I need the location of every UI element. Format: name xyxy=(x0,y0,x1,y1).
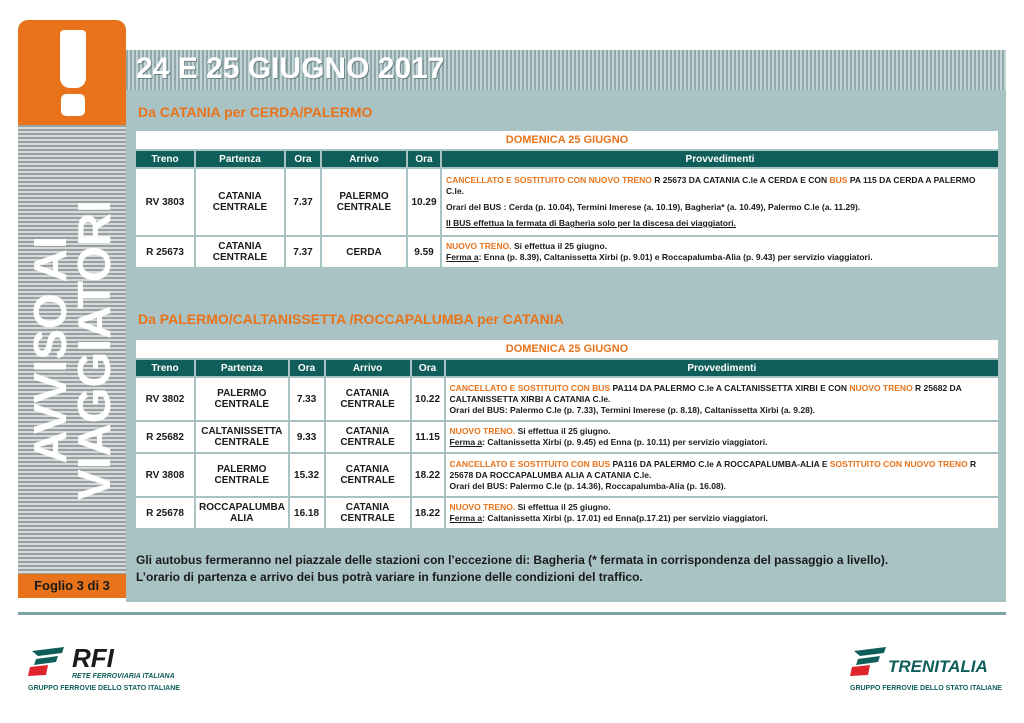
ora-partenza: 7.37 xyxy=(286,237,320,267)
vertical-text-line1: AVVISO AI xyxy=(24,236,76,464)
provvedimenti: NUOVO TRENO. Si effettua il 25 giugno. Ferma a: Enna (p. 8.39), Caltanissetta Xirbi (p. 9.01) e Roccapalumba-Alia (p. 9.43) per servizio viaggiatori. xyxy=(442,237,998,267)
treno: RV 3808 xyxy=(136,454,194,496)
fs-logo-icon xyxy=(850,645,888,677)
divider xyxy=(18,612,1006,615)
col-arrivo: Arrivo xyxy=(326,360,410,376)
arrivo: CATANIA CENTRALE xyxy=(326,454,410,496)
ora-arrivo: 11.15 xyxy=(412,422,444,452)
provvedimenti: CANCELLATO E SOSTITUITO CON BUS PA114 DA PALERMO C.le A CALTANISSETTA XIRBI E CON NUOVO TRENO R 25682 DA CALTANISSETTA XIRBI A CATANIA C.le. Orari del BUS: Palermo C.le (p. 7.33), Termini Imerese (p. 8.18), Caltanissetta Xirbi (a. 9.28). xyxy=(446,378,998,420)
table-row xyxy=(136,169,998,235)
vertical-text-line2: VIAGGIATORI xyxy=(68,200,120,500)
table-row xyxy=(136,422,998,452)
ora-arrivo: 10.22 xyxy=(412,378,444,420)
partenza: CATANIA CENTRALE xyxy=(196,237,284,267)
alert-icon-box xyxy=(18,20,126,125)
provvedimenti: NUOVO TRENO. Si effettua il 25 giugno. Ferma a: Caltanissetta Xirbi (p. 9.45) ed Enna (p. 10.11) per servizio viaggiatori. xyxy=(446,422,998,452)
rfi-group: GRUPPO FERROVIE DELLO STATO ITALIANE xyxy=(28,685,180,692)
col-partenza: Partenza xyxy=(196,151,284,167)
table-row xyxy=(136,498,998,528)
col-provvedimenti: Provvedimenti xyxy=(442,151,998,167)
trenitalia-name: TRENITALIA xyxy=(888,657,988,676)
section2-table xyxy=(134,338,1000,530)
ora-partenza: 7.33 xyxy=(290,378,324,420)
section1-day: DOMENICA 25 GIUGNO xyxy=(136,131,998,149)
provvedimenti: NUOVO TRENO. Si effettua il 25 giugno. Ferma a: Caltanissetta Xirbi (p. 17.01) ed Enna(p.17.21) per servizio viaggiatori. xyxy=(446,498,998,528)
sheet-number: Foglio 3 di 3 xyxy=(18,574,126,598)
fs-logo-icon xyxy=(28,645,66,677)
rfi-fullname: RETE FERROVIARIA ITALIANA xyxy=(72,673,175,680)
col-ora-arrivo: Ora xyxy=(412,360,444,376)
footer-note-line1: Gli autobus fermeranno nel piazzale delle stazioni con l’eccezione di: Bagheria (* fermata in corrispondenza del passaggio a livello). xyxy=(136,553,889,567)
trenitalia-logo xyxy=(850,645,1010,700)
rfi-logo xyxy=(28,645,228,700)
col-ora-arrivo: Ora xyxy=(408,151,440,167)
partenza: CALTANISSETTA CENTRALE xyxy=(196,422,288,452)
ora-arrivo: 10.29 xyxy=(408,169,440,235)
arrivo: CATANIA CENTRALE xyxy=(326,378,410,420)
arrivo: CATANIA CENTRALE xyxy=(326,498,410,528)
ora-partenza: 9.33 xyxy=(290,422,324,452)
section2-day: DOMENICA 25 GIUGNO xyxy=(136,340,998,358)
treno: R 25673 xyxy=(136,237,194,267)
partenza: PALERMO CENTRALE xyxy=(196,378,288,420)
col-arrivo: Arrivo xyxy=(322,151,406,167)
ora-partenza: 15.32 xyxy=(290,454,324,496)
ora-arrivo: 9.59 xyxy=(408,237,440,267)
sidebar xyxy=(18,20,126,598)
footer-note xyxy=(136,552,1004,586)
page-title: 24 E 25 GIUGNO 2017 xyxy=(136,52,445,85)
table-row xyxy=(136,378,998,420)
col-ora-partenza: Ora xyxy=(290,360,324,376)
vertical-banner xyxy=(18,125,126,575)
treno: R 25682 xyxy=(136,422,194,452)
provvedimenti: CANCELLATO E SOSTITUITO CON BUS PA116 DA PALERMO C.le A ROCCAPALUMBA-ALIA E SOSTITUITO CON NUOVO TRENO R 25678 DA ROCCAPALUMBA ALIA A CATANIA C.le. Orari del BUS: Palermo C.le (p. 14.36), Roccapalumba-Alia (p. 16.08). xyxy=(446,454,998,496)
partenza: CATANIA CENTRALE xyxy=(196,169,284,235)
rfi-name: RFI xyxy=(72,643,114,673)
arrivo: CERDA xyxy=(322,237,406,267)
provvedimenti: CANCELLATO E SOSTITUITO CON NUOVO TRENO R 25673 DA CATANIA C.le A CERDA E CON BUS PA 115 DA CERDA A PALERMO C.le. Orari del BUS : Cerda (p. 10.04), Termini Imerese (a. 10.19), Bagheria* (a. 10.49), Palermo C.le (a. 11.29). Il BUS effettua la fermata di Bagheria solo per la discesa dei viaggiatori. xyxy=(442,169,998,235)
col-provvedimenti: Provvedimenti xyxy=(446,360,998,376)
ora-partenza: 7.37 xyxy=(286,169,320,235)
ora-partenza: 16.18 xyxy=(290,498,324,528)
arrivo: CATANIA CENTRALE xyxy=(326,422,410,452)
col-treno: Treno xyxy=(136,151,194,167)
col-partenza: Partenza xyxy=(196,360,288,376)
arrivo: PALERMO CENTRALE xyxy=(322,169,406,235)
treno: RV 3803 xyxy=(136,169,194,235)
section1-title: Da CATANIA per CERDA/PALERMO xyxy=(138,104,373,120)
ora-arrivo: 18.22 xyxy=(412,454,444,496)
table-row xyxy=(136,454,998,496)
col-ora-partenza: Ora xyxy=(286,151,320,167)
exclamation-icon xyxy=(58,30,88,116)
treno: R 25678 xyxy=(136,498,194,528)
section2-title: Da PALERMO/CALTANISSETTA /ROCCAPALUMBA per CATANIA xyxy=(138,311,564,327)
ora-arrivo: 18.22 xyxy=(412,498,444,528)
partenza: PALERMO CENTRALE xyxy=(196,454,288,496)
section1-table xyxy=(134,129,1000,269)
treno: RV 3802 xyxy=(136,378,194,420)
trenitalia-group: GRUPPO FERROVIE DELLO STATO ITALIANE xyxy=(850,685,1002,692)
col-treno: Treno xyxy=(136,360,194,376)
table-row xyxy=(136,237,998,267)
footer-note-line2: L’orario di partenza e arrivo dei bus potrà variare in funzione delle condizioni del traffico. xyxy=(136,570,643,584)
partenza: ROCCAPALUMBA ALIA xyxy=(196,498,288,528)
